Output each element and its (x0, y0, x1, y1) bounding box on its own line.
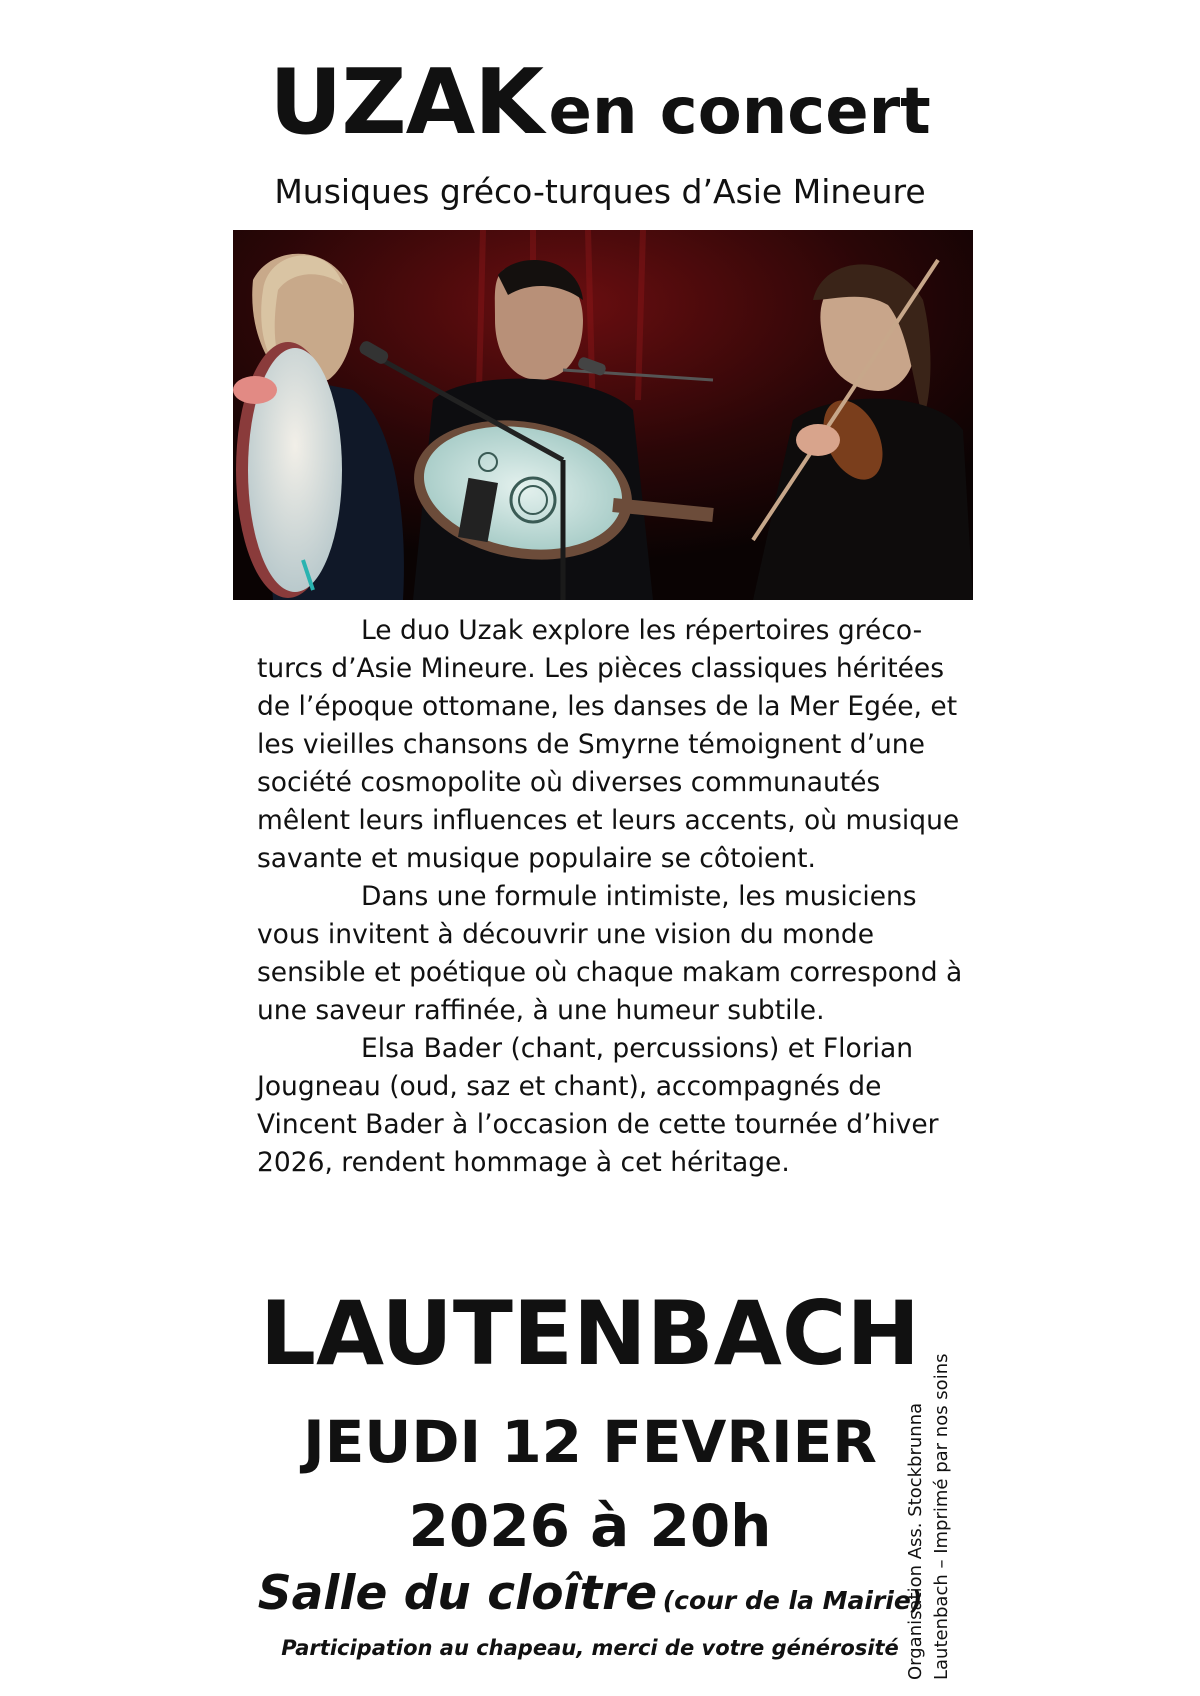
event-city: LAUTENBACH (259, 1282, 921, 1385)
description-paragraph-2: Dans une formule intimiste, les musiciens vous invitent à découvrir une vision du monde sensible et poétique où chaque makam correspond à une saveur raffinée, à une humeur subtile. (257, 881, 963, 1026)
title-rest: en concert (548, 75, 931, 149)
poster-title (0, 50, 1200, 155)
band-photo-illustration (233, 230, 973, 600)
title-band-name: UZAK (269, 50, 543, 155)
event-date-line-2: 2026 à 20h (408, 1492, 772, 1560)
event-venue (0, 1566, 1180, 1621)
participation-note: Participation au chapeau, merci de votre générosité (281, 1636, 899, 1660)
venue-name: Salle du cloître (257, 1566, 658, 1621)
band-photo (233, 230, 973, 600)
organizer-note (903, 1300, 955, 1680)
description-paragraph-3: Elsa Bader (chant, percussions) et Florian Jougneau (oud, saz et chant), accompagnés de Vincent Bader à l’occasion de cette tournée d’hiver 2026, rendent hommage à cet héritage. (257, 1033, 939, 1178)
organizer-line-1: Organisation Ass. Stockbrunna (905, 1402, 926, 1680)
event-date-line-1: JEUDI 12 FEVRIER (303, 1408, 877, 1476)
description-text (257, 612, 977, 1182)
organizer-line-2: Lautenbach – Imprimé par nos soins (931, 1353, 952, 1680)
venue-detail: (cour de la Mairie) (662, 1586, 923, 1615)
poster-subtitle: Musiques gréco-turques d’Asie Mineure (274, 172, 926, 211)
description-paragraph-1: Le duo Uzak explore les répertoires gréco-turcs d’Asie Mineure. Les pièces classiques héritées de l’époque ottomane, les danses de la Mer Egée, et les vieilles chansons de Smyrne témoignent d’une société cosmopolite où diverses communautés mêlent leurs influences et leurs accents, où musique savante et musique populaire se côtoient. (257, 615, 960, 874)
